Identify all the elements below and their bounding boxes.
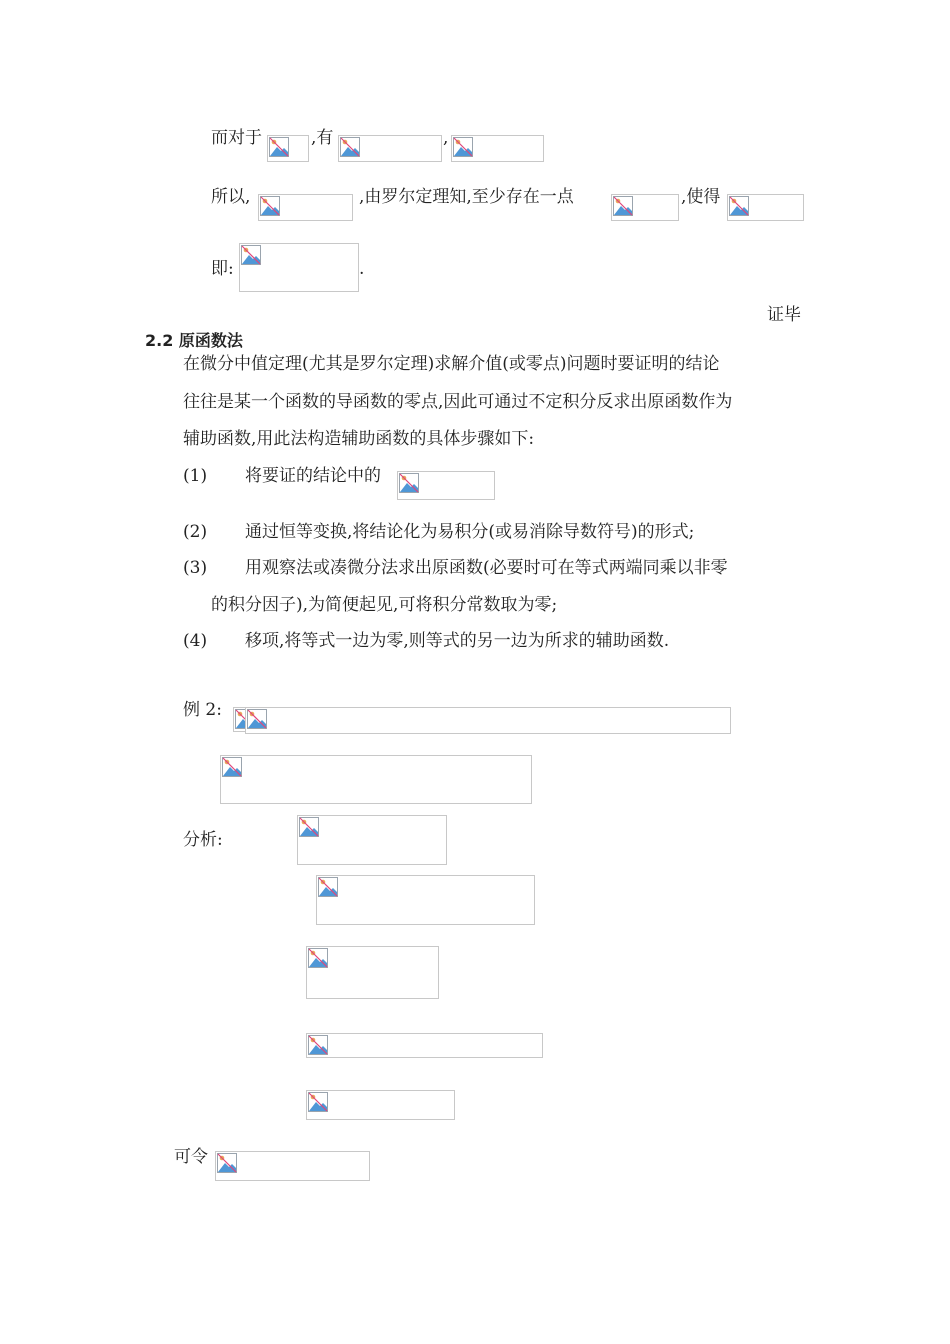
step-number: (1) bbox=[183, 466, 208, 486]
step-text: 移项,将等式一边为零,则等式的另一边为所求的辅助函数. bbox=[245, 631, 670, 651]
formula-image bbox=[727, 194, 804, 221]
formula-image bbox=[220, 755, 532, 804]
step-number: (3) bbox=[183, 558, 208, 578]
text-have: ,有 bbox=[311, 128, 334, 148]
formula-image bbox=[338, 135, 442, 162]
text-i-e: 即: bbox=[211, 259, 234, 279]
qed-text: 证毕 bbox=[767, 305, 801, 325]
text-such-that: ,使得 bbox=[681, 187, 721, 207]
formula-image bbox=[397, 471, 495, 500]
section-paragraph-line: 在微分中值定理(尤其是罗尔定理)求解介值(或零点)问题时要证明的结论 bbox=[183, 354, 720, 374]
formula-image bbox=[451, 135, 544, 162]
formula-image bbox=[306, 1090, 455, 1120]
let-label: 可令 bbox=[174, 1147, 208, 1167]
text-therefore: 所以, bbox=[211, 187, 251, 207]
analysis-label: 分析: bbox=[183, 830, 223, 850]
step-number: (4) bbox=[183, 631, 208, 651]
formula-image bbox=[267, 135, 309, 162]
formula-image bbox=[245, 707, 731, 734]
step-number: (2) bbox=[183, 522, 208, 542]
formula-image bbox=[306, 1033, 543, 1058]
formula-image bbox=[306, 946, 439, 999]
text-period: . bbox=[359, 259, 365, 279]
text-rolle: ,由罗尔定理知,至少存在一点 bbox=[359, 187, 574, 207]
text-comma: , bbox=[443, 128, 449, 148]
section-paragraph-line: 辅助函数,用此法构造辅助函数的具体步骤如下: bbox=[183, 429, 535, 449]
step-text: 通过恒等变换,将结论化为易积分(或易消除导数符号)的形式; bbox=[245, 522, 695, 542]
formula-image bbox=[297, 815, 447, 865]
example-label: 例 2: bbox=[183, 700, 222, 720]
section-paragraph-line: 往往是某一个函数的导函数的零点,因此可通过不定积分反求出原函数作为 bbox=[183, 392, 733, 412]
text-for: 而对于 bbox=[211, 128, 262, 148]
formula-image bbox=[215, 1151, 370, 1181]
formula-image bbox=[258, 194, 353, 221]
step-text: 的积分因子),为简便起见,可将积分常数取为零; bbox=[211, 595, 558, 615]
step-text: 将要证的结论中的 bbox=[245, 466, 381, 486]
formula-image bbox=[239, 243, 359, 292]
step-text: 用观察法或凑微分法求出原函数(必要时可在等式两端同乘以非零 bbox=[245, 558, 728, 578]
formula-image bbox=[316, 875, 535, 925]
section-heading: 2.2 原函数法 bbox=[145, 331, 243, 350]
formula-image bbox=[611, 194, 679, 221]
